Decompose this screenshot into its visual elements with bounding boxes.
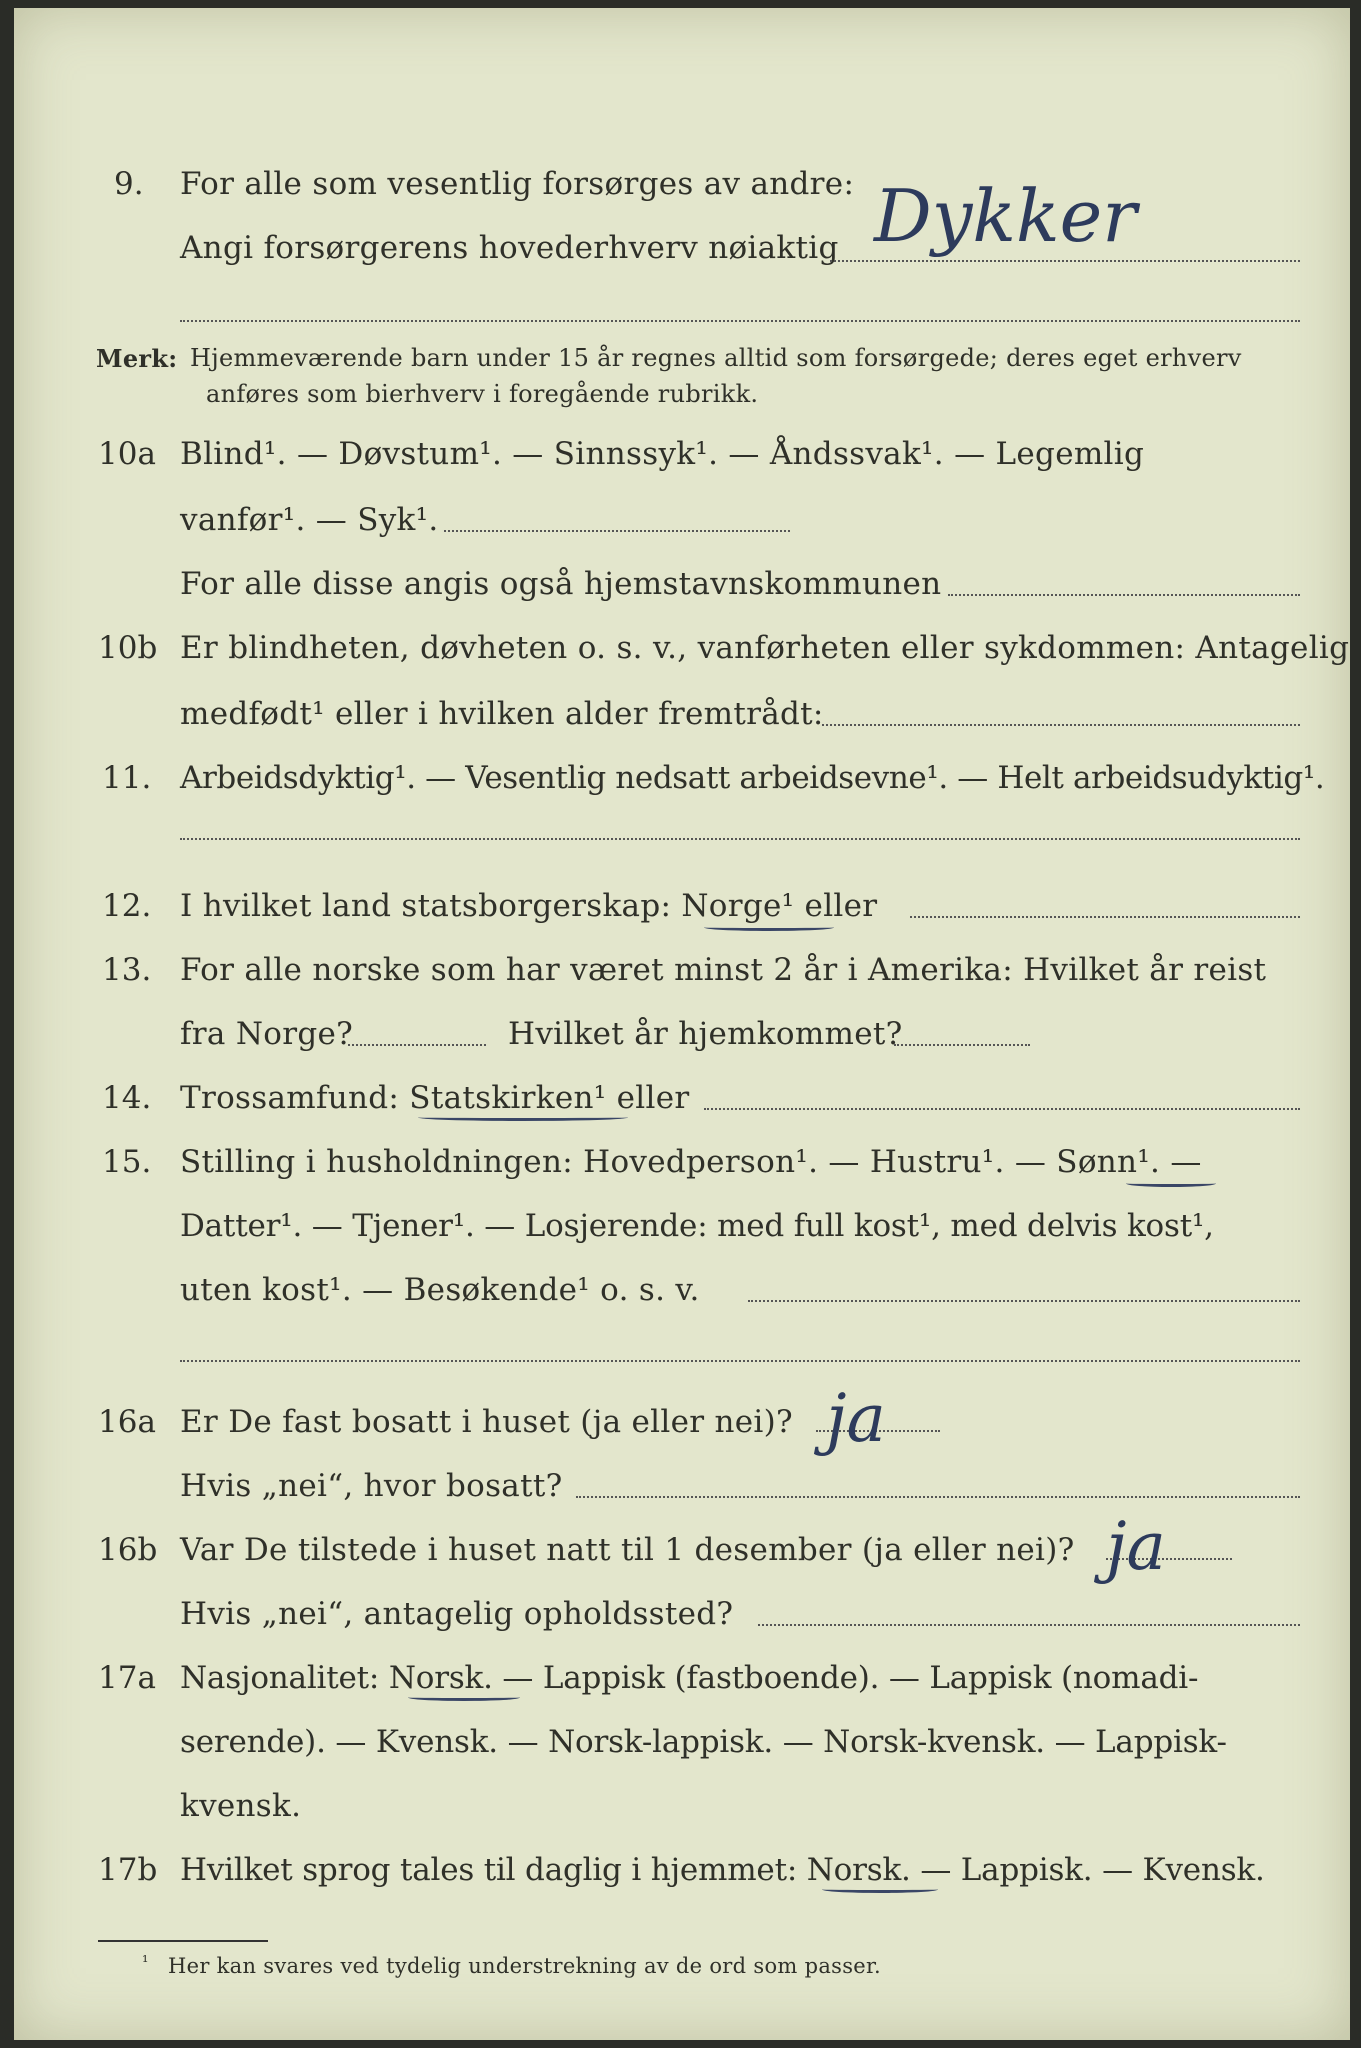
q10a-number: 10a: [98, 436, 156, 472]
q17a-number: 17a: [98, 1660, 156, 1696]
q11-answer-line: [180, 838, 1300, 840]
q13-number: 13.: [102, 952, 152, 988]
q11-text-line1: Arbeidsdyktig¹. — Vesentlig nedsatt arbeidsevne¹. — Helt arbeidsudyktig¹.: [180, 760, 1325, 796]
q17a-text-line3: kvensk.: [180, 1788, 302, 1824]
q15-text-line2: Datter¹. — Tjener¹. — Losjerende: med full kost¹, med delvis kost¹,: [180, 1208, 1214, 1244]
q10a-answer-line: [444, 530, 790, 532]
q10b-text-line2: medfødt¹ eller i hvilken alder fremtrådt:: [180, 696, 824, 732]
q12-text-line1: I hvilket land statsborgerskap: Norge¹ eller: [180, 888, 878, 924]
q16b-text-line2: Hvis „nei“, antagelig opholdssted?: [180, 1596, 734, 1632]
q13-left-year-line: [348, 1044, 486, 1046]
q14-answer-line: [704, 1108, 1300, 1110]
q11-number: 11.: [102, 760, 152, 796]
q16a-text-line1: Er De fast bosatt i huset (ja eller nei)?: [180, 1404, 793, 1440]
q17b-number: 17b: [98, 1852, 158, 1888]
q17a-text-line1: Nasjonalitet: Norsk. — Lappisk (fastboende). — Lappisk (nomadi-: [180, 1660, 1199, 1696]
q16a-number: 16a: [98, 1404, 156, 1440]
merk-text-line1: Hjemmeværende barn under 15 år regnes alltid som forsørgede; deres eget erhverv: [190, 344, 1242, 372]
q16b-handwritten-answer: ja: [1106, 1508, 1166, 1585]
q10a-text-line3: For alle disse angis også hjemstavnskommunen: [180, 566, 942, 602]
q9-text-line1: For alle som vesentlig forsørges av andre:: [180, 166, 855, 202]
q9-text-line2: Angi forsørgerens hovederhverv nøiaktig: [180, 230, 839, 266]
merk-text-line2: anføres som bierhverv i foregående rubrikk.: [206, 380, 759, 408]
q16a-handwritten-answer: ja: [826, 1380, 886, 1457]
q9-answer-line: [830, 260, 1300, 262]
q10b-answer-line: [822, 724, 1300, 726]
q13-text-line2b: Hvilket år hjemkommet?: [508, 1016, 903, 1052]
q10b-number: 10b: [98, 630, 158, 666]
q15-extra-line: [180, 1360, 1300, 1362]
q12-number: 12.: [102, 888, 152, 924]
q17b-norsk-underline: [822, 1886, 938, 1893]
footnote-mark: ¹: [142, 1952, 149, 1971]
footnote-text: Her kan svares ved tydelig understrekning av de ord som passer.: [168, 1954, 882, 1978]
q16b-number: 16b: [98, 1532, 158, 1568]
q16a-residence-line: [576, 1496, 1300, 1498]
q10a-text-line1: Blind¹. — Døvstum¹. — Sinnssyk¹. — Åndssvak¹. — Legemlig: [180, 436, 1145, 472]
q14-statskirken-underline: [418, 1114, 628, 1121]
q10b-text-line1: Er blindheten, døvheten o. s. v., vanførheten eller sykdommen: Antagelig: [180, 630, 1350, 666]
q13-text-line1: For alle norske som har været minst 2 år i Amerika: Hvilket år reist: [180, 952, 1267, 988]
q10a-text-line2: vanfør¹. — Syk¹.: [180, 502, 439, 538]
q10a-hometown-line: [948, 594, 1300, 596]
q9-handwritten-answer: Dykker: [874, 174, 1137, 258]
q15-text-line1: Stilling i husholdningen: Hovedperson¹. — Hustru¹. — Sønn¹. —: [180, 1144, 1202, 1180]
q16b-text-line1: Var De tilstede i huset natt til 1 desember (ja eller nei)?: [180, 1532, 1075, 1568]
q15-text-line3: uten kost¹. — Besøkende¹ o. s. v.: [180, 1272, 700, 1308]
q16b-whereabouts-line: [758, 1624, 1300, 1626]
q9-extra-line: [180, 320, 1300, 322]
q17a-norsk-underline: [408, 1694, 520, 1701]
q17b-text-line1: Hvilket sprog tales til daglig i hjemmet: Norsk. — Lappisk. — Kvensk.: [180, 1852, 1265, 1888]
q14-number: 14.: [102, 1080, 152, 1116]
q13-returned-year-line: [894, 1044, 1030, 1046]
q16a-text-line2: Hvis „nei“, hvor bosatt?: [180, 1468, 563, 1504]
q14-text-line1: Trossamfund: Statskirken¹ eller: [180, 1080, 690, 1116]
q17a-text-line2: serende). — Kvensk. — Norsk-lappisk. — Norsk-kvensk. — Lappisk-: [180, 1724, 1227, 1760]
q12-norge-underline: [704, 924, 834, 931]
q15-answer-line: [748, 1300, 1300, 1302]
q9-number: 9.: [114, 166, 144, 202]
q12-answer-line: [910, 916, 1300, 918]
footnote-rule: [98, 1940, 268, 1942]
q13-text-line2a: fra Norge?: [180, 1016, 354, 1052]
q15-sonn-underline: [1126, 1180, 1216, 1187]
q15-number: 15.: [102, 1144, 152, 1180]
census-form-page: [14, 8, 1350, 2040]
merk-label: Merk:: [96, 344, 178, 373]
